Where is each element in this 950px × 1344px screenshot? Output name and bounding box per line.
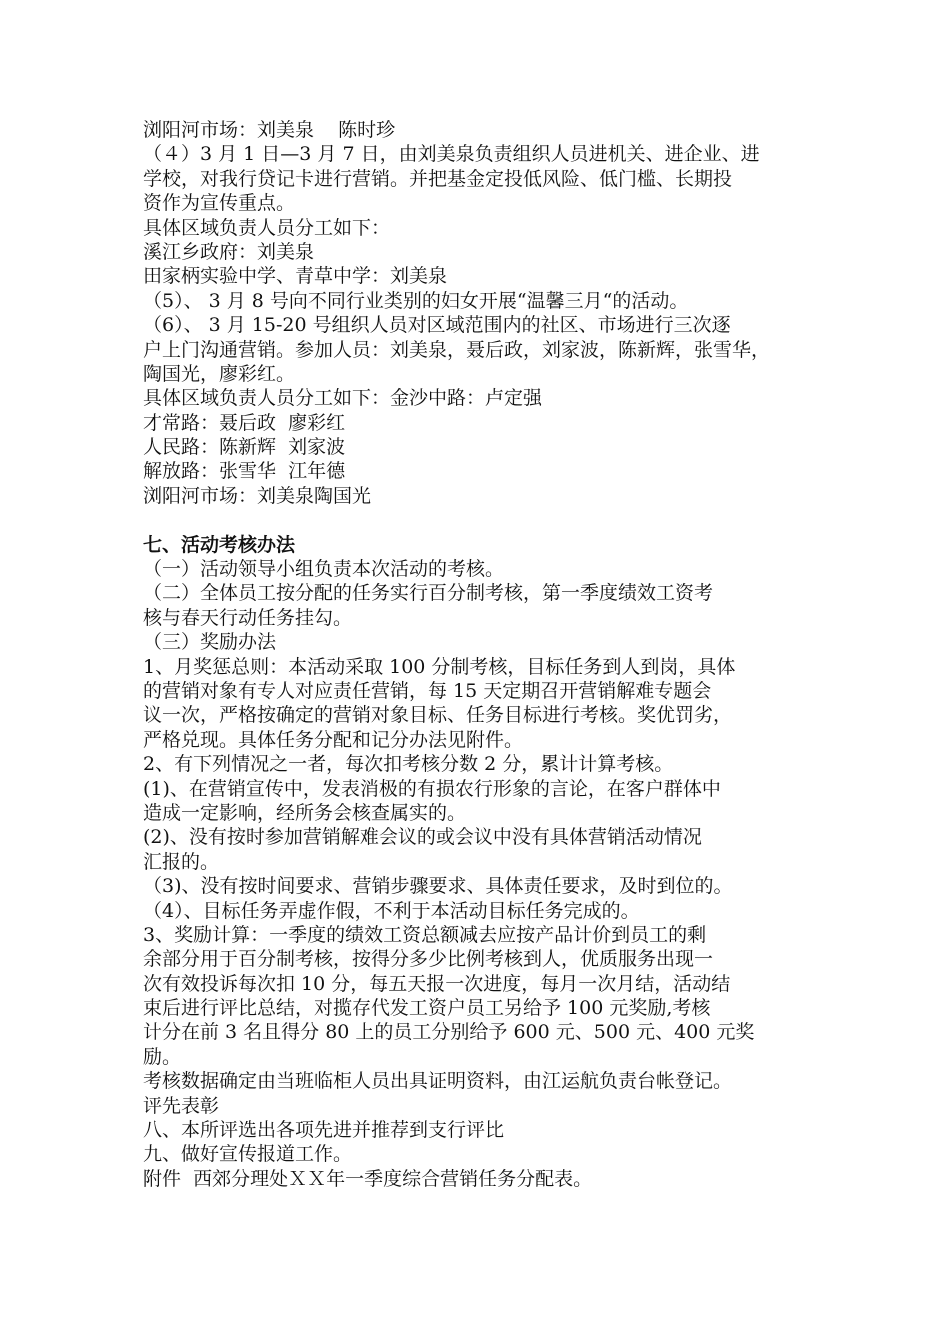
text-line: （4）、目标任务弄虚作假，不利于本活动目标任务完成的。 (143, 899, 640, 922)
text-line: 附件 西郊分理处ＸＸ年一季度综合营销任务分配表。 (143, 1167, 593, 1190)
text-line: 束后进行评比总结，对揽存代发工资户员工另给予 100 元奖励,考核 (143, 997, 711, 1020)
text-line: 评先表彰 (143, 1094, 220, 1117)
text-line: 具体区域负责人员分工如下：金沙中路：卢定强 (143, 387, 543, 410)
text-line: 计分在前 3 名且得分 80 上的员工分别给予 600 元、500 元、400 元奖 (143, 1021, 755, 1044)
text-line: （6）、 3 月 15-20 号组织人员对区域范围内的社区、市场进行三次逐 (143, 314, 731, 337)
text-line: 陶国光，廖彩红。 (143, 362, 296, 385)
text-line: 具体区域负责人员分工如下： (143, 216, 391, 239)
text-line: 八、本所评选出各项先进并推荐到支行评比 (143, 1119, 505, 1142)
text-line: 九、做好宣传报道工作。 (143, 1143, 353, 1166)
text-line: 人民路：陈新辉 刘家波 (143, 436, 346, 459)
text-line: 资作为宣传重点。 (143, 192, 296, 215)
document-body (143, 118, 823, 1191)
text-line: 1、月奖惩总则：本活动采取 100 分制考核，目标任务到人到岗，具体 (143, 655, 736, 678)
text-line: 户上门沟通营销。参加人员：刘美泉，聂后政，刘家波，陈新辉，张雪华， (143, 338, 771, 361)
text-line: 学校，对我行贷记卡进行营销。并把基金定投低风险、低门槛、长期投 (143, 167, 733, 190)
text-line: 次有效投诉每次扣 10 分，每五天报一次进度，每月一次月结，活动结 (143, 972, 731, 995)
text-line: 浏阳河市场：刘美泉 陈时珍 (143, 119, 396, 141)
text-line: (2)、没有按时参加营销解难会议的或会议中没有具体营销活动情况 (143, 826, 702, 849)
text-line: 田家柄实验中学、青草中学：刘美泉 (143, 265, 448, 288)
text-line: 解放路：张雪华 江年德 (143, 460, 346, 483)
text-line: （三）奖励办法 (143, 631, 277, 654)
text-line: 考核数据确定由当班临柜人员出具证明资料，由江运航负责台帐登记。 (143, 1070, 733, 1093)
paragraph-spacer (143, 508, 823, 532)
text-line: 溪江乡政府：刘美泉 (143, 240, 315, 263)
text-line: （一）活动领导小组负责本次活动的考核。 (143, 558, 505, 581)
text-line: (1)、在营销宣传中，发表消极的有损农行形象的言论，在客户群体中 (143, 777, 721, 800)
text-line: 造成一定影响，经所务会核查属实的。 (143, 801, 467, 824)
text-line: 核与春天行动任务挂勾。 (143, 606, 353, 629)
text-line: 浏阳河市场：刘美泉陶国光 (143, 484, 372, 507)
text-line: 的营销对象有专人对应责任营销，每 15 天定期召开营销解难专题会 (143, 679, 712, 702)
text-line: 2、有下列情况之一者，每次扣考核分数 2 分，累计计算考核。 (143, 753, 674, 776)
text-line: 余部分用于百分制考核，按得分多少比例考核到人，优质服务出现一 (143, 948, 714, 971)
text-line: （5）、 3 月 8 号向不同行业类别的妇女开展“温馨三月“的活动。 (143, 289, 689, 312)
text-line: （二）全体员工按分配的任务实行百分制考核，第一季度绩效工资考 (143, 582, 714, 605)
text-line: 议一次，严格按确定的营销对象目标、任务目标进行考核。奖优罚劣， (143, 704, 733, 727)
text-line: （3)、没有按时间要求、营销步骤要求、具体责任要求，及时到位的。 (143, 875, 733, 898)
section-heading: 七、活动考核办法 (143, 533, 296, 556)
text-line: 3、奖励计算：一季度的绩效工资总额减去应按产品计价到员工的剩 (143, 923, 707, 946)
text-line: 才常路：聂后政 廖彩红 (143, 411, 346, 434)
text-line: 严格兑现。具体任务分配和记分办法见附件。 (143, 728, 524, 751)
text-line: （４）3 月 1 日—3 月 7 日，由刘美泉负责组织人员进机关、进企业、进 (143, 143, 760, 166)
text-line: 汇报的。 (143, 850, 220, 873)
text-line: 励。 (143, 1045, 182, 1068)
